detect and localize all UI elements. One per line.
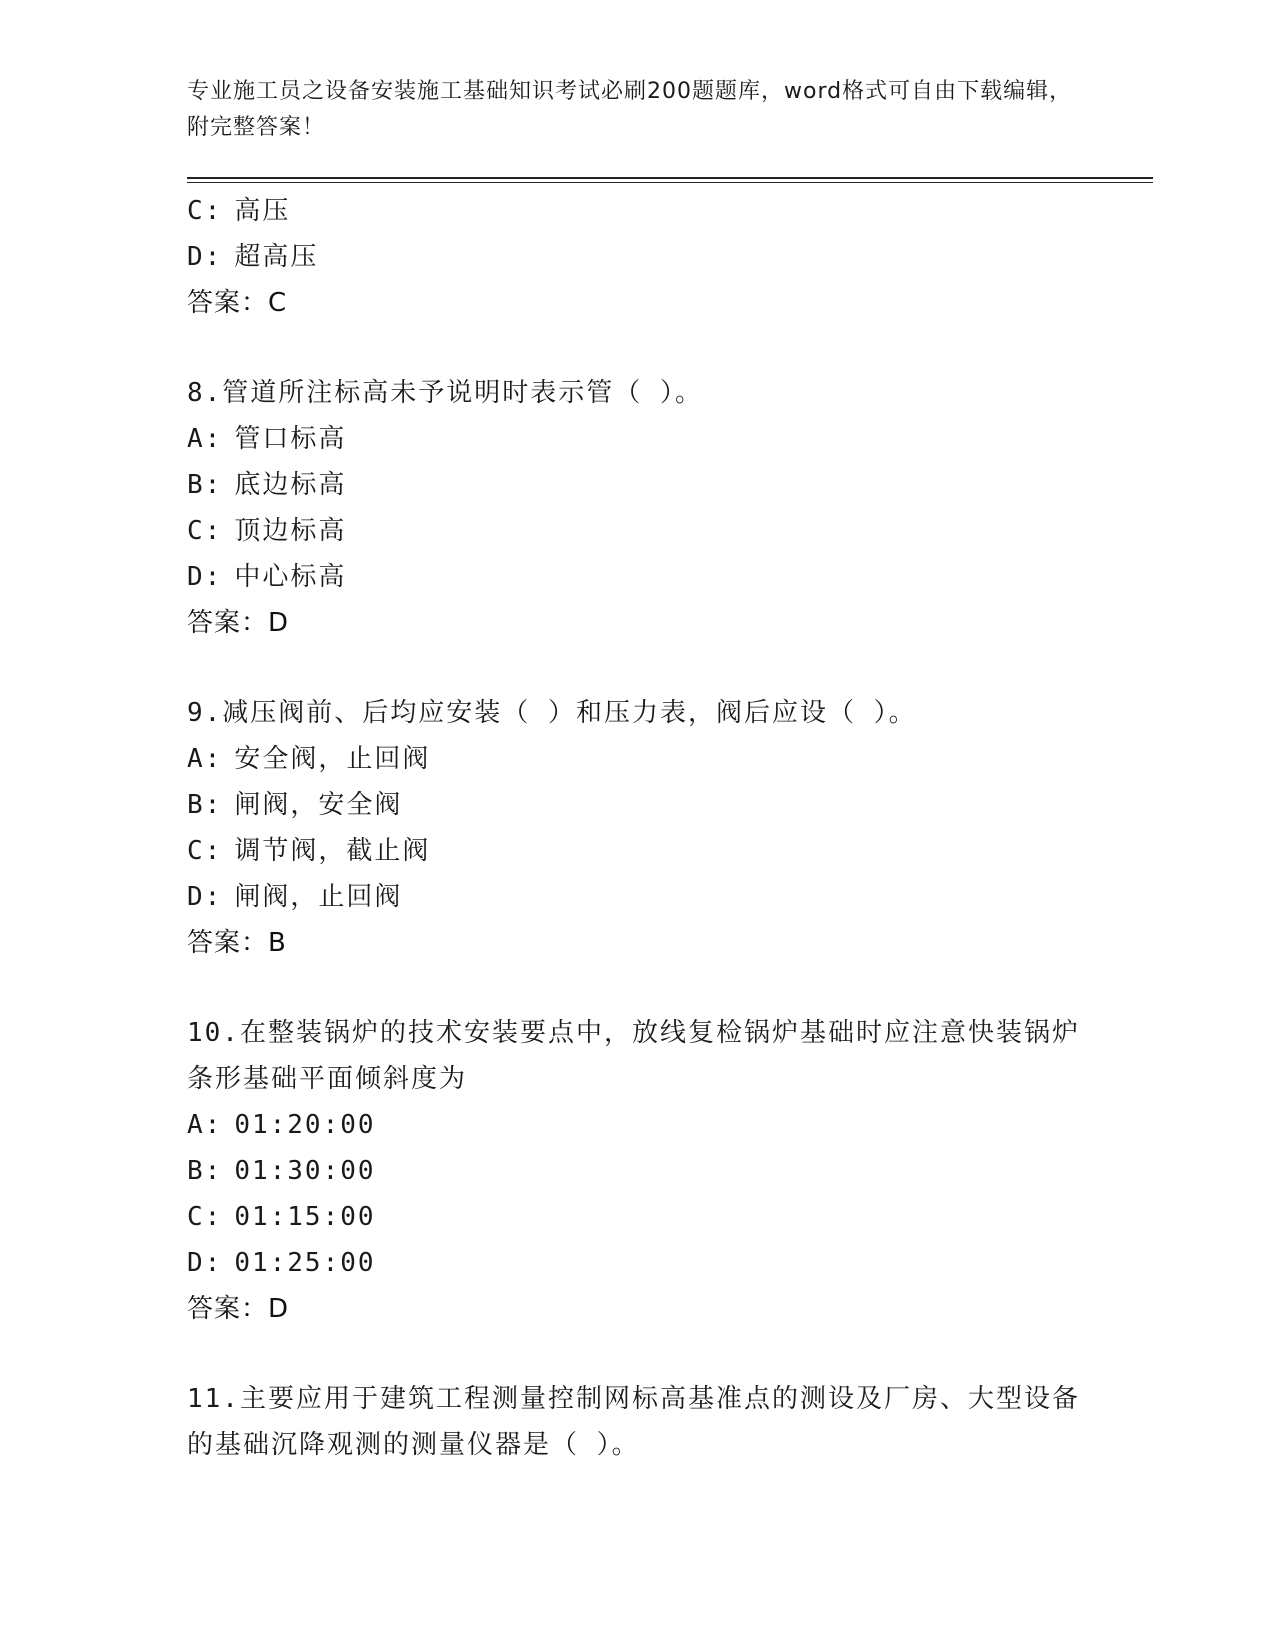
header-divider-thick xyxy=(187,177,1153,179)
option-c: C: 高压 xyxy=(187,196,291,226)
answer-line: 答案：D xyxy=(187,1294,290,1324)
question-block xyxy=(187,1010,1087,1332)
option-a: A: 管口标高 xyxy=(187,424,347,454)
question-text: 9.减压阀前、后均应安装（ ）和压力表，阀后应设（ ）。 xyxy=(187,698,917,728)
answer-line: 答案：D xyxy=(187,608,290,638)
option-c: C: 调节阀，截止阀 xyxy=(187,836,431,866)
option-d: D: 超高压 xyxy=(187,242,319,272)
option-a: A: 01:20:00 xyxy=(187,1110,376,1140)
question-block xyxy=(187,1376,1087,1468)
question-text: 8.管道所注标高未予说明时表示管（ ）。 xyxy=(187,378,703,408)
carryover-block xyxy=(187,188,1087,326)
question-block xyxy=(187,690,1087,966)
document-header-title: 专业施工员之设备安装施工基础知识考试必刷200题题库，word格式可自由下载编辑，附完整答案！ xyxy=(187,79,1073,140)
option-d: D: 闸阀，止回阀 xyxy=(187,882,403,912)
answer-line: 答案：B xyxy=(187,928,287,958)
option-d: D: 01:25:00 xyxy=(187,1248,376,1278)
answer-line: 答案：C xyxy=(187,288,288,318)
header-divider-thin xyxy=(187,182,1153,183)
option-c: C: 顶边标高 xyxy=(187,516,347,546)
option-b: B: 底边标高 xyxy=(187,470,347,500)
question-block xyxy=(187,370,1087,646)
question-text: 11.主要应用于建筑工程测量控制网标高基准点的测设及厂房、大型设备的基础沉降观测的测量仪器是（ ）。 xyxy=(187,1384,1080,1460)
option-b: B: 闸阀，安全阀 xyxy=(187,790,403,820)
option-c: C: 01:15:00 xyxy=(187,1202,376,1232)
option-a: A: 安全阀，止回阀 xyxy=(187,744,431,774)
option-d: D: 中心标高 xyxy=(187,562,347,592)
document-body xyxy=(187,188,1087,1468)
option-b: B: 01:30:00 xyxy=(187,1156,376,1186)
question-text: 10.在整装锅炉的技术安装要点中，放线复检锅炉基础时应注意快装锅炉条形基础平面倾斜度为 xyxy=(187,1018,1080,1094)
